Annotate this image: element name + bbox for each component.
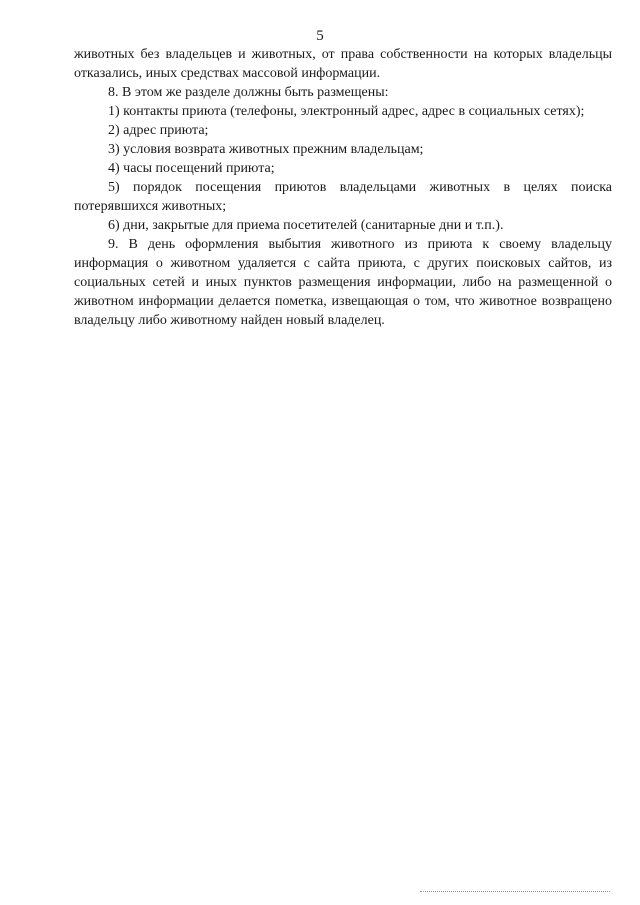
list-item-6: 6) дни, закрытые для приема посетителей (санитарные дни и т.п.). [108, 218, 504, 233]
list-item-5: 5) порядок посещения приютов владельцами животных в целях поиска потерявшихся животных; [74, 180, 612, 214]
list-item-2: 2) адрес приюта; [108, 123, 209, 138]
page-number: 5 [316, 28, 324, 44]
list-item-1: 1) контакты приюта (телефоны, электронный адрес, адрес в социальных сетях); [108, 104, 585, 119]
list-item-3: 3) условия возврата животных прежним владельцам; [108, 142, 424, 157]
paragraph-item-8: 8. В этом же разделе должны быть размещены: [108, 85, 389, 100]
scan-edge-divider [420, 891, 610, 892]
list-item-4: 4) часы посещений приюта; [108, 161, 275, 176]
paragraph-continuation: животных без владельцев и животных, от права собственности на которых владельцы отказались, иных средствах массовой информации. [74, 47, 612, 81]
paragraph-item-9: 9. В день оформления выбытия животного из приюта к своему владельцу информация о животном удаляется с сайта приюта, с других поисковых сайтов, из социальных сетей и иных пунктов размещения информации, либо на размещенной о животном информации делается пометка, извещающая о том, что животное возвращено владельцу либо животному найден новый владелец. [74, 237, 612, 328]
document-body [74, 45, 612, 330]
